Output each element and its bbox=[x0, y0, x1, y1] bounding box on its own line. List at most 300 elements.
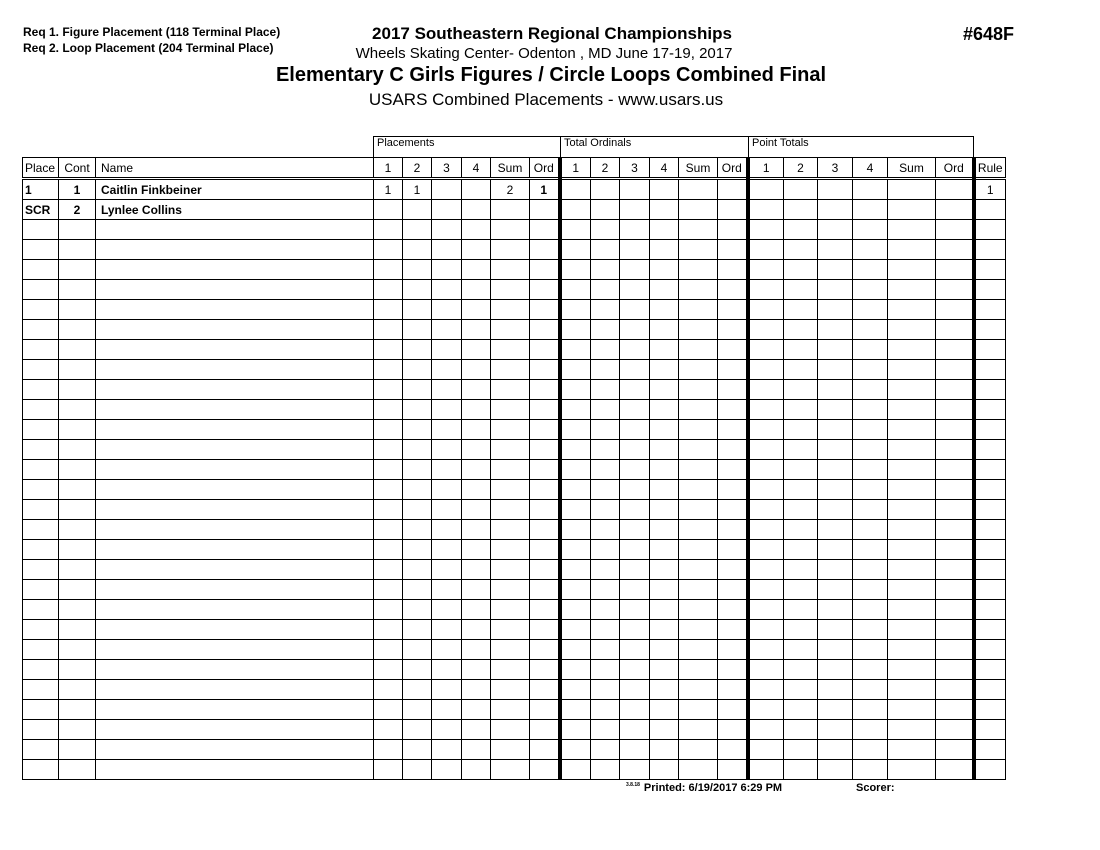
table-row bbox=[23, 440, 1006, 460]
empty-cell bbox=[620, 560, 650, 580]
total-ordinals-cell bbox=[650, 179, 679, 200]
table-row bbox=[23, 560, 1006, 580]
empty-cell bbox=[718, 280, 748, 300]
empty-cell bbox=[560, 320, 591, 340]
empty-cell bbox=[23, 440, 59, 460]
empty-cell bbox=[784, 640, 818, 660]
empty-cell bbox=[888, 440, 936, 460]
empty-cell bbox=[23, 560, 59, 580]
empty-cell bbox=[432, 300, 462, 320]
empty-cell bbox=[748, 400, 784, 420]
empty-cell bbox=[936, 240, 974, 260]
empty-cell bbox=[560, 380, 591, 400]
empty-cell bbox=[974, 380, 1006, 400]
empty-cell bbox=[59, 600, 96, 620]
event-title: Elementary C Girls Figures / Circle Loops Combined Final bbox=[275, 64, 827, 86]
empty-cell bbox=[59, 720, 96, 740]
table-row bbox=[23, 640, 1006, 660]
empty-cell bbox=[974, 240, 1006, 260]
empty-cell bbox=[620, 760, 650, 780]
empty-cell bbox=[853, 580, 888, 600]
empty-cell bbox=[491, 360, 530, 380]
empty-cell bbox=[936, 340, 974, 360]
empty-cell bbox=[591, 460, 620, 480]
empty-cell bbox=[560, 400, 591, 420]
empty-cell bbox=[96, 680, 374, 700]
empty-cell bbox=[620, 280, 650, 300]
point-totals-cell bbox=[818, 200, 853, 220]
empty-cell bbox=[888, 420, 936, 440]
rule-cell: 1 bbox=[974, 179, 1006, 200]
empty-cell bbox=[96, 320, 374, 340]
empty-cell bbox=[748, 640, 784, 660]
empty-cell bbox=[96, 480, 374, 500]
empty-cell bbox=[748, 260, 784, 280]
requirement-2: Req 2. Loop Placement (204 Terminal Place) bbox=[23, 41, 274, 55]
empty-cell bbox=[718, 300, 748, 320]
empty-cell bbox=[403, 580, 432, 600]
venue-line: Wheels Skating Center- Odenton , MD June 17-19, 2017 bbox=[355, 45, 733, 62]
empty-cell bbox=[432, 460, 462, 480]
empty-cell bbox=[530, 640, 560, 660]
empty-cell bbox=[560, 580, 591, 600]
empty-cell bbox=[560, 260, 591, 280]
empty-cell bbox=[818, 740, 853, 760]
empty-cell bbox=[432, 240, 462, 260]
column-header-row bbox=[23, 158, 1006, 179]
empty-cell bbox=[679, 720, 718, 740]
empty-cell bbox=[888, 240, 936, 260]
empty-cell bbox=[23, 400, 59, 420]
empty-cell bbox=[374, 740, 403, 760]
empty-cell bbox=[818, 660, 853, 680]
empty-cell bbox=[718, 400, 748, 420]
empty-cell bbox=[403, 240, 432, 260]
empty-cell bbox=[936, 640, 974, 660]
empty-cell bbox=[650, 720, 679, 740]
empty-cell bbox=[784, 300, 818, 320]
empty-cell bbox=[591, 400, 620, 420]
empty-cell bbox=[59, 520, 96, 540]
empty-cell bbox=[491, 320, 530, 340]
empty-cell bbox=[96, 440, 374, 460]
empty-cell bbox=[718, 360, 748, 380]
empty-cell bbox=[374, 480, 403, 500]
placements-cell: 1 bbox=[374, 179, 403, 200]
empty-cell bbox=[974, 680, 1006, 700]
empty-cell bbox=[96, 640, 374, 660]
empty-cell bbox=[748, 480, 784, 500]
empty-cell bbox=[591, 680, 620, 700]
empty-cell bbox=[650, 240, 679, 260]
placements-cell bbox=[462, 200, 491, 220]
table-row bbox=[23, 300, 1006, 320]
empty-cell bbox=[853, 360, 888, 380]
empty-cell bbox=[432, 340, 462, 360]
empty-cell bbox=[888, 280, 936, 300]
total-ordinals-cell bbox=[650, 200, 679, 220]
empty-cell bbox=[374, 260, 403, 280]
empty-cell bbox=[560, 700, 591, 720]
empty-cell bbox=[59, 760, 96, 780]
empty-cell bbox=[936, 260, 974, 280]
empty-cell bbox=[374, 280, 403, 300]
empty-cell bbox=[620, 400, 650, 420]
empty-cell bbox=[530, 660, 560, 680]
empty-cell bbox=[59, 500, 96, 520]
empty-cell bbox=[888, 520, 936, 540]
empty-cell bbox=[650, 620, 679, 640]
empty-cell bbox=[59, 640, 96, 660]
total-ordinals-cell bbox=[679, 200, 718, 220]
printed-timestamp: Printed: 6/19/2017 6:29 PM bbox=[643, 782, 783, 794]
empty-cell bbox=[462, 600, 491, 620]
empty-cell bbox=[462, 560, 491, 580]
empty-cell bbox=[96, 740, 374, 760]
empty-cell bbox=[936, 280, 974, 300]
empty-cell bbox=[679, 680, 718, 700]
empty-cell bbox=[936, 620, 974, 640]
empty-cell bbox=[718, 380, 748, 400]
empty-cell bbox=[374, 380, 403, 400]
empty-cell bbox=[679, 460, 718, 480]
empty-cell bbox=[96, 240, 374, 260]
empty-cell bbox=[403, 440, 432, 460]
empty-cell bbox=[96, 420, 374, 440]
empty-cell bbox=[491, 560, 530, 580]
empty-cell bbox=[679, 440, 718, 460]
empty-cell bbox=[96, 720, 374, 740]
empty-cell bbox=[784, 660, 818, 680]
total-ordinals-cell bbox=[591, 200, 620, 220]
empty-cell bbox=[818, 380, 853, 400]
empty-cell bbox=[853, 280, 888, 300]
empty-cell bbox=[23, 740, 59, 760]
empty-cell bbox=[530, 700, 560, 720]
empty-cell bbox=[59, 320, 96, 340]
empty-cell bbox=[374, 760, 403, 780]
empty-cell bbox=[974, 560, 1006, 580]
empty-cell bbox=[23, 240, 59, 260]
empty-cell bbox=[530, 540, 560, 560]
empty-cell bbox=[403, 560, 432, 580]
empty-cell bbox=[560, 520, 591, 540]
empty-cell bbox=[748, 740, 784, 760]
table-row bbox=[23, 380, 1006, 400]
empty-cell bbox=[620, 340, 650, 360]
empty-cell bbox=[432, 540, 462, 560]
empty-cell bbox=[974, 400, 1006, 420]
placements-cell: 2 bbox=[491, 179, 530, 200]
empty-cell bbox=[560, 540, 591, 560]
empty-cell bbox=[96, 600, 374, 620]
empty-cell bbox=[591, 740, 620, 760]
results-table bbox=[22, 157, 1006, 780]
empty-cell bbox=[888, 340, 936, 360]
empty-cell bbox=[59, 400, 96, 420]
empty-cell bbox=[974, 260, 1006, 280]
empty-cell bbox=[718, 440, 748, 460]
empty-cell bbox=[530, 680, 560, 700]
empty-cell bbox=[462, 400, 491, 420]
empty-cell bbox=[59, 300, 96, 320]
empty-cell bbox=[403, 300, 432, 320]
empty-cell bbox=[403, 280, 432, 300]
empty-cell bbox=[784, 460, 818, 480]
empty-cell bbox=[403, 640, 432, 660]
empty-cell bbox=[748, 460, 784, 480]
empty-cell bbox=[853, 660, 888, 680]
empty-cell bbox=[748, 700, 784, 720]
table-row bbox=[23, 240, 1006, 260]
empty-cell bbox=[620, 440, 650, 460]
empty-cell bbox=[462, 500, 491, 520]
empty-cell bbox=[974, 500, 1006, 520]
empty-cell bbox=[679, 260, 718, 280]
group-total-ordinals: Total Ordinals bbox=[561, 137, 749, 158]
empty-cell bbox=[374, 520, 403, 540]
column-header: 3 bbox=[432, 158, 462, 179]
empty-cell bbox=[936, 220, 974, 240]
empty-cell bbox=[936, 480, 974, 500]
empty-cell bbox=[23, 380, 59, 400]
total-ordinals-cell bbox=[620, 200, 650, 220]
empty-cell bbox=[59, 540, 96, 560]
empty-cell bbox=[679, 420, 718, 440]
empty-cell bbox=[491, 440, 530, 460]
empty-cell bbox=[374, 460, 403, 480]
empty-cell bbox=[403, 760, 432, 780]
empty-cell bbox=[530, 340, 560, 360]
empty-cell bbox=[718, 580, 748, 600]
empty-cell bbox=[491, 260, 530, 280]
empty-cell bbox=[620, 300, 650, 320]
empty-cell bbox=[59, 340, 96, 360]
empty-cell bbox=[784, 620, 818, 640]
empty-cell bbox=[620, 740, 650, 760]
empty-cell bbox=[718, 240, 748, 260]
empty-cell bbox=[59, 280, 96, 300]
empty-cell bbox=[853, 340, 888, 360]
empty-cell bbox=[718, 520, 748, 540]
empty-cell bbox=[650, 540, 679, 560]
placements-cell bbox=[374, 200, 403, 220]
empty-cell bbox=[59, 480, 96, 500]
empty-cell bbox=[974, 640, 1006, 660]
empty-cell bbox=[748, 600, 784, 620]
empty-cell bbox=[784, 380, 818, 400]
empty-cell bbox=[650, 660, 679, 680]
empty-cell bbox=[620, 500, 650, 520]
group-point-totals: Point Totals bbox=[749, 137, 974, 158]
empty-cell bbox=[620, 380, 650, 400]
place-cell: 1 bbox=[23, 179, 59, 200]
empty-cell bbox=[560, 740, 591, 760]
empty-cell bbox=[462, 680, 491, 700]
empty-cell bbox=[650, 400, 679, 420]
empty-cell bbox=[462, 440, 491, 460]
empty-cell bbox=[784, 540, 818, 560]
empty-cell bbox=[784, 220, 818, 240]
empty-cell bbox=[491, 540, 530, 560]
empty-cell bbox=[23, 700, 59, 720]
empty-cell bbox=[530, 360, 560, 380]
empty-cell bbox=[560, 220, 591, 240]
empty-cell bbox=[818, 220, 853, 240]
competition-title: 2017 Southeastern Regional Championships bbox=[372, 24, 732, 43]
empty-cell bbox=[974, 520, 1006, 540]
empty-cell bbox=[748, 320, 784, 340]
column-header: 3 bbox=[620, 158, 650, 179]
empty-cell bbox=[650, 580, 679, 600]
table-row bbox=[23, 520, 1006, 540]
empty-cell bbox=[818, 760, 853, 780]
empty-cell bbox=[718, 720, 748, 740]
empty-cell bbox=[818, 400, 853, 420]
table-row bbox=[23, 360, 1006, 380]
empty-cell bbox=[530, 420, 560, 440]
empty-cell bbox=[748, 420, 784, 440]
empty-cell bbox=[784, 340, 818, 360]
empty-cell bbox=[491, 340, 530, 360]
empty-cell bbox=[718, 700, 748, 720]
empty-cell bbox=[679, 580, 718, 600]
point-totals-cell bbox=[818, 179, 853, 200]
empty-cell bbox=[853, 420, 888, 440]
table-row bbox=[23, 620, 1006, 640]
empty-cell bbox=[530, 560, 560, 580]
placements-cell: 1 bbox=[530, 179, 560, 200]
empty-cell bbox=[374, 540, 403, 560]
empty-cell bbox=[718, 640, 748, 660]
empty-cell bbox=[748, 720, 784, 740]
empty-cell bbox=[936, 460, 974, 480]
empty-cell bbox=[491, 600, 530, 620]
empty-cell bbox=[679, 280, 718, 300]
empty-cell bbox=[784, 500, 818, 520]
empty-cell bbox=[718, 740, 748, 760]
empty-cell bbox=[650, 280, 679, 300]
empty-cell bbox=[679, 600, 718, 620]
empty-cell bbox=[462, 580, 491, 600]
empty-cell bbox=[718, 680, 748, 700]
name-cell: Caitlin Finkbeiner bbox=[96, 179, 374, 200]
empty-cell bbox=[59, 620, 96, 640]
empty-cell bbox=[888, 660, 936, 680]
empty-cell bbox=[374, 680, 403, 700]
empty-cell bbox=[530, 400, 560, 420]
empty-cell bbox=[23, 520, 59, 540]
empty-cell bbox=[784, 580, 818, 600]
empty-cell bbox=[530, 600, 560, 620]
table-row bbox=[23, 600, 1006, 620]
empty-cell bbox=[530, 620, 560, 640]
empty-cell bbox=[679, 300, 718, 320]
empty-cell bbox=[679, 620, 718, 640]
empty-cell bbox=[650, 320, 679, 340]
empty-cell bbox=[96, 220, 374, 240]
empty-cell bbox=[784, 400, 818, 420]
empty-cell bbox=[491, 640, 530, 660]
empty-cell bbox=[718, 660, 748, 680]
empty-cell bbox=[888, 480, 936, 500]
table-row bbox=[23, 480, 1006, 500]
empty-cell bbox=[560, 680, 591, 700]
empty-cell bbox=[23, 600, 59, 620]
empty-cell bbox=[491, 760, 530, 780]
empty-cell bbox=[23, 220, 59, 240]
empty-cell bbox=[403, 600, 432, 620]
empty-cell bbox=[23, 260, 59, 280]
empty-cell bbox=[650, 300, 679, 320]
empty-cell bbox=[96, 620, 374, 640]
point-totals-cell bbox=[748, 179, 784, 200]
empty-cell bbox=[936, 360, 974, 380]
empty-cell bbox=[650, 560, 679, 580]
empty-cell bbox=[818, 560, 853, 580]
empty-cell bbox=[23, 660, 59, 680]
empty-cell bbox=[620, 420, 650, 440]
empty-cell bbox=[403, 700, 432, 720]
empty-cell bbox=[23, 420, 59, 440]
empty-cell bbox=[591, 600, 620, 620]
empty-cell bbox=[853, 400, 888, 420]
empty-cell bbox=[491, 420, 530, 440]
empty-cell bbox=[974, 300, 1006, 320]
empty-cell bbox=[462, 520, 491, 540]
empty-cell bbox=[432, 620, 462, 640]
empty-cell bbox=[748, 360, 784, 380]
name-cell: Lynlee Collins bbox=[96, 200, 374, 220]
empty-cell bbox=[374, 420, 403, 440]
empty-cell bbox=[96, 460, 374, 480]
empty-cell bbox=[936, 760, 974, 780]
table-row bbox=[23, 500, 1006, 520]
empty-cell bbox=[23, 460, 59, 480]
empty-cell bbox=[23, 340, 59, 360]
empty-cell bbox=[591, 720, 620, 740]
column-header: 2 bbox=[591, 158, 620, 179]
empty-cell bbox=[462, 240, 491, 260]
empty-cell bbox=[491, 220, 530, 240]
empty-cell bbox=[888, 580, 936, 600]
column-header: 1 bbox=[748, 158, 784, 179]
empty-cell bbox=[530, 760, 560, 780]
point-totals-cell bbox=[853, 200, 888, 220]
table-row bbox=[23, 420, 1006, 440]
empty-cell bbox=[718, 320, 748, 340]
empty-cell bbox=[96, 340, 374, 360]
empty-cell bbox=[432, 600, 462, 620]
empty-cell bbox=[853, 540, 888, 560]
empty-cell bbox=[530, 720, 560, 740]
placements-cell bbox=[530, 200, 560, 220]
empty-cell bbox=[748, 760, 784, 780]
empty-cell bbox=[403, 500, 432, 520]
empty-cell bbox=[23, 620, 59, 640]
empty-cell bbox=[491, 400, 530, 420]
empty-cell bbox=[818, 320, 853, 340]
empty-cell bbox=[888, 720, 936, 740]
empty-cell bbox=[560, 760, 591, 780]
empty-cell bbox=[462, 460, 491, 480]
empty-cell bbox=[591, 540, 620, 560]
empty-cell bbox=[888, 360, 936, 380]
empty-cell bbox=[59, 560, 96, 580]
empty-cell bbox=[679, 480, 718, 500]
empty-cell bbox=[936, 400, 974, 420]
empty-cell bbox=[591, 760, 620, 780]
